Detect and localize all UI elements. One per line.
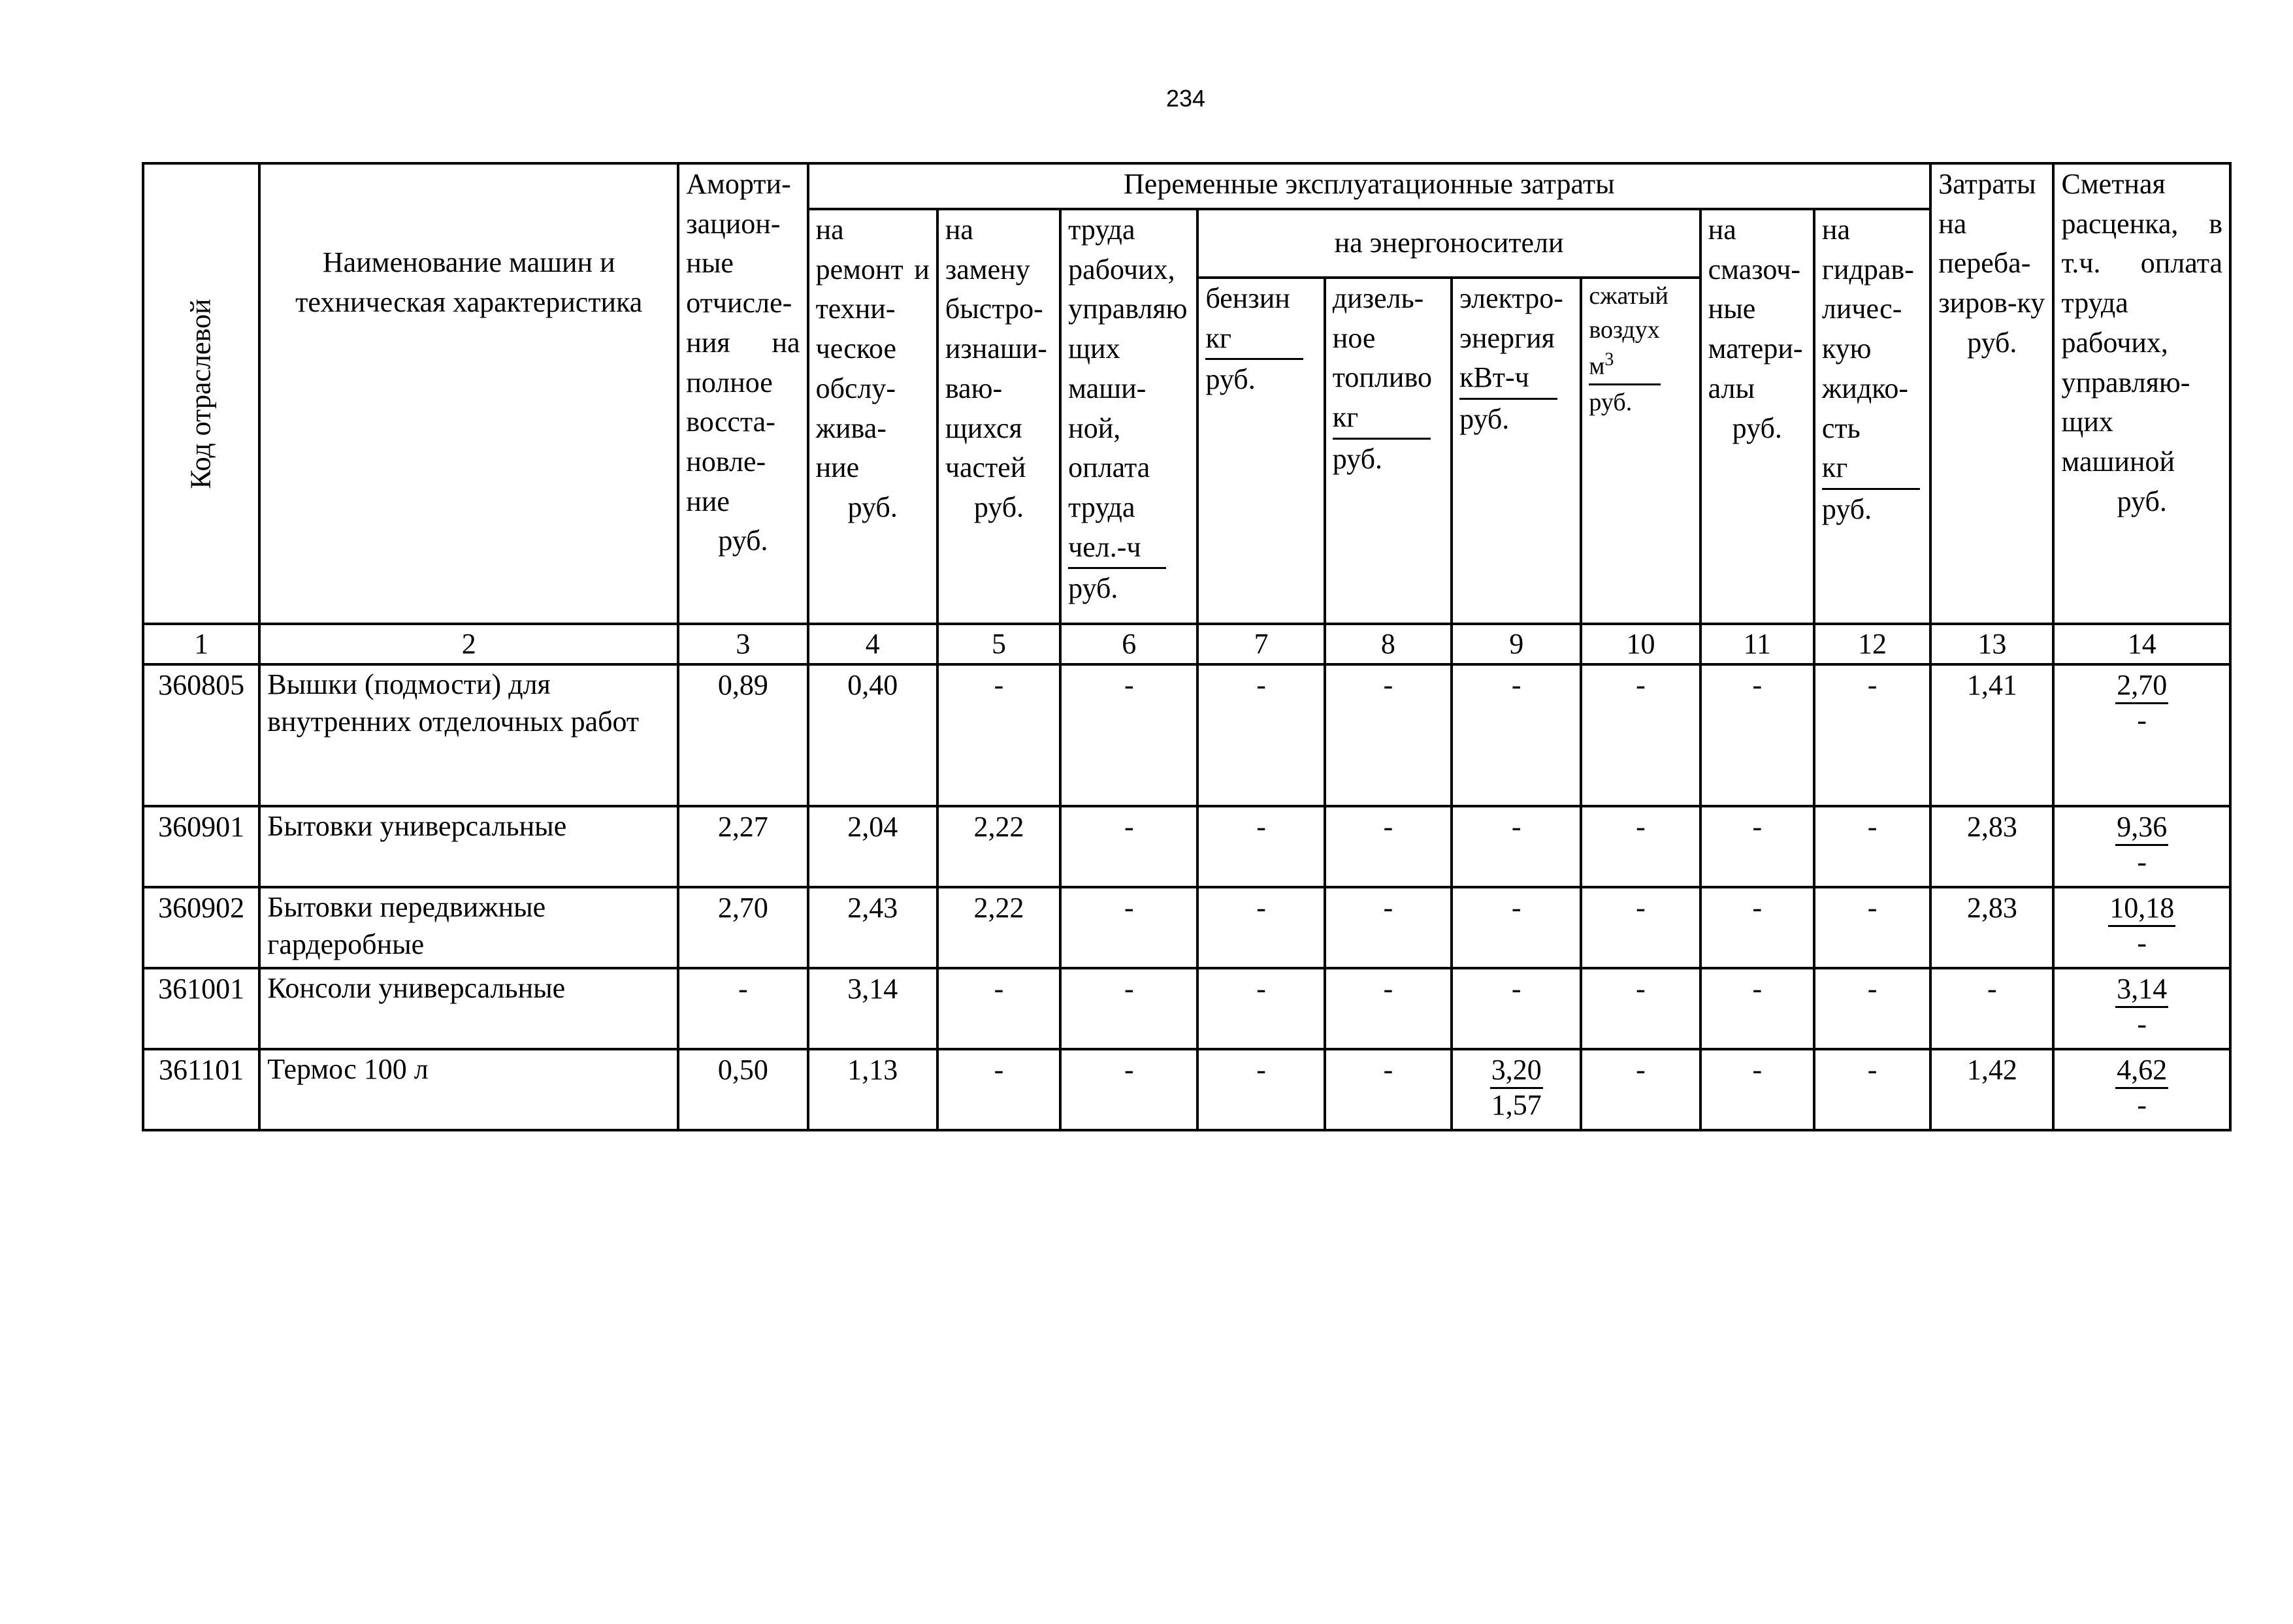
column-number: 1 <box>143 624 259 664</box>
cell-rate <box>2053 968 2230 1049</box>
cell-rate-bottom: - <box>2137 1088 2147 1121</box>
header-rate-label: Сметная расценка, в т.ч. оплата труда рабочих, управляю-щих машиной <box>2061 168 2222 478</box>
table-row <box>143 806 2230 887</box>
cell-transport: - <box>1930 968 2053 1049</box>
column-number: 13 <box>1930 624 2053 664</box>
header-hydraulic-label: на гидрав-личес-кую жидко-сть <box>1821 214 1914 444</box>
cell-rate-bottom: - <box>2137 926 2147 959</box>
header-electric-label: электро-энергия <box>1459 282 1563 354</box>
cell-labor: - <box>1060 664 1197 806</box>
column-number: 8 <box>1325 624 1452 664</box>
column-number: 2 <box>259 624 678 664</box>
header-repair-label: на ремонт и техни-ческое обслу-жива-ние <box>815 214 930 484</box>
table-row <box>143 887 2230 968</box>
cell-repair: 2,43 <box>808 887 937 968</box>
header-repair <box>808 209 937 624</box>
header-parts-unit: руб. <box>973 491 1024 524</box>
cell-hydraulic: - <box>1814 806 1930 887</box>
cell-petrol: - <box>1197 664 1324 806</box>
cell-diesel: - <box>1325 806 1452 887</box>
header-labor <box>1060 209 1197 624</box>
header-diesel-unit-bottom: руб. <box>1332 442 1382 475</box>
cell-parts: - <box>937 1049 1060 1130</box>
cell-transport: 1,41 <box>1930 664 2053 806</box>
cell-parts: - <box>937 968 1060 1049</box>
cell-code: 361001 <box>143 968 259 1049</box>
column-number-row <box>143 624 2230 664</box>
table-row <box>143 968 2230 1049</box>
cell-amort: - <box>678 968 807 1049</box>
cell-lube: - <box>1700 664 1814 806</box>
column-number: 10 <box>1581 624 1700 664</box>
cell-electric: - <box>1452 664 1581 806</box>
cell-amort: 0,89 <box>678 664 807 806</box>
column-number: 5 <box>937 624 1060 664</box>
cell-rate-top: 10,18 <box>2108 892 2175 927</box>
cell-petrol: - <box>1197 887 1324 968</box>
machine-rates-table <box>142 162 2232 1131</box>
header-labor-unit-top: чел.-ч <box>1068 528 1166 570</box>
cell-rate-bottom: - <box>2137 1007 2147 1040</box>
cell-repair: 0,40 <box>808 664 937 806</box>
cell-repair: 3,14 <box>808 968 937 1049</box>
cell-air: - <box>1581 1049 1700 1130</box>
cell-transport: 1,42 <box>1930 1049 2053 1130</box>
header-parts-label: на замену быстро-изнаши-ваю-щихся частей <box>945 214 1047 484</box>
cell-hydraulic: - <box>1814 1049 1930 1130</box>
header-lube <box>1700 209 1814 624</box>
header-rate <box>2053 163 2230 624</box>
cell-diesel: - <box>1325 887 1452 968</box>
header-variable-label: Переменные эксплуатационные затраты <box>1124 168 1615 200</box>
column-number: 11 <box>1700 624 1814 664</box>
cell-repair: 1,13 <box>808 1049 937 1130</box>
cell-air: - <box>1581 887 1700 968</box>
cell-petrol: - <box>1197 1049 1324 1130</box>
header-petrol-label: бензин <box>1205 282 1290 314</box>
header-amort <box>678 163 807 624</box>
cell-lube: - <box>1700 806 1814 887</box>
header-hydraulic-unit-bottom: руб. <box>1821 493 1872 526</box>
header-air-unit-sup: 3 <box>1604 349 1614 370</box>
cell-labor: - <box>1060 806 1197 887</box>
column-number: 14 <box>2053 624 2230 664</box>
cell-rate-top: 9,36 <box>2115 811 2168 846</box>
header-transport-label: Затраты на переба-зиров-ку <box>1938 168 2045 319</box>
cell-diesel: - <box>1325 664 1452 806</box>
header-electric-unit-top: кВт-ч <box>1459 358 1557 400</box>
cell-amort: 2,27 <box>678 806 807 887</box>
column-number: 4 <box>808 624 937 664</box>
cell-hydraulic: - <box>1814 968 1930 1049</box>
cell-lube: - <box>1700 968 1814 1049</box>
header-lube-unit: руб. <box>1732 412 1782 444</box>
header-energy-label: на энергоносители <box>1334 227 1564 259</box>
header-diesel-unit-top: кг <box>1333 398 1431 440</box>
header-repair-unit: руб. <box>847 491 898 524</box>
header-hydraulic-unit-top: кг <box>1822 448 1920 490</box>
cell-rate-top: 4,62 <box>2115 1054 2168 1089</box>
table-row <box>143 664 2230 806</box>
header-petrol-unit-top: кг <box>1205 319 1303 361</box>
cell-hydraulic: - <box>1814 887 1930 968</box>
cell-air: - <box>1581 806 1700 887</box>
table-header <box>143 163 2230 664</box>
cell-rate <box>2053 664 2230 806</box>
cell-code: 360901 <box>143 806 259 887</box>
cell-labor: - <box>1060 1049 1197 1130</box>
cell-rate <box>2053 1049 2230 1130</box>
cell-transport: 2,83 <box>1930 887 2053 968</box>
header-name-label: Наименование машин и техническая характеристика <box>295 246 643 318</box>
cell-labor: - <box>1060 968 1197 1049</box>
cell-amort: 2,70 <box>678 887 807 968</box>
header-labor-unit-bottom: руб. <box>1068 572 1118 605</box>
header-air-label: сжатый воздух <box>1589 282 1668 344</box>
cell-name: Консоли универсальные <box>259 968 678 1049</box>
header-air-unit-top: м <box>1589 352 1605 380</box>
header-amort-label: Аморти-зацион-ные отчисле-ния на полное восста-новле-ние <box>686 168 800 517</box>
cell-parts: 2,22 <box>937 887 1060 968</box>
header-lube-label: на смазоч-ные матери-алы <box>1708 214 1803 404</box>
column-number: 9 <box>1452 624 1581 664</box>
header-labor-label: труда рабочих, управляю щих маши-ной, оплата труда <box>1068 214 1188 524</box>
cell-hydraulic: - <box>1814 664 1930 806</box>
header-electric <box>1452 278 1581 624</box>
cell-amort: 0,50 <box>678 1049 807 1130</box>
cell-transport: 2,83 <box>1930 806 2053 887</box>
table-row <box>143 1049 2230 1130</box>
header-air-unit-bottom: руб. <box>1589 388 1633 416</box>
cell-diesel: - <box>1325 1049 1452 1130</box>
cell-code: 360805 <box>143 664 259 806</box>
cell-rate-top: 2,70 <box>2115 669 2168 704</box>
cell-parts: 2,22 <box>937 806 1060 887</box>
cell-electric: - <box>1452 968 1581 1049</box>
cell-name: Термос 100 л <box>259 1049 678 1130</box>
header-amort-unit: руб. <box>718 525 768 557</box>
header-diesel-label: дизель-ное топливо <box>1332 282 1432 394</box>
column-number: 6 <box>1060 624 1197 664</box>
cell-electric: - <box>1452 806 1581 887</box>
cell-code: 361101 <box>143 1049 259 1130</box>
column-number: 3 <box>678 624 807 664</box>
cell-petrol: - <box>1197 806 1324 887</box>
header-petrol <box>1197 278 1324 624</box>
table-body <box>143 664 2230 1130</box>
header-energy <box>1197 209 1700 278</box>
header-electric-unit-bottom: руб. <box>1459 403 1510 436</box>
header-transport <box>1930 163 2053 624</box>
header-rate-unit: руб. <box>2117 485 2167 517</box>
cell-name: Бытовки передвижные гардеробные <box>259 887 678 968</box>
header-code-label: Код отраслевой <box>184 298 217 489</box>
cell-electric-top: 3,20 <box>1490 1054 1543 1089</box>
header-variable <box>808 163 1931 209</box>
cell-lube: - <box>1700 1049 1814 1130</box>
cell-rate <box>2053 887 2230 968</box>
cell-rate-top: 3,14 <box>2115 973 2168 1008</box>
header-code <box>143 163 259 624</box>
header-diesel <box>1325 278 1452 624</box>
cell-electric <box>1452 1049 1581 1130</box>
header-parts <box>937 209 1060 624</box>
cell-lube: - <box>1700 887 1814 968</box>
cell-diesel: - <box>1325 968 1452 1049</box>
cell-rate <box>2053 806 2230 887</box>
header-air <box>1581 278 1700 624</box>
header-transport-unit: руб. <box>1967 326 2017 359</box>
column-number: 12 <box>1814 624 1930 664</box>
cell-parts: - <box>937 664 1060 806</box>
cell-repair: 2,04 <box>808 806 937 887</box>
cell-name: Вышки (подмости) для внутренних отделочных работ <box>259 664 678 806</box>
cell-electric-bottom: 1,57 <box>1491 1088 1542 1121</box>
cell-labor: - <box>1060 887 1197 968</box>
cell-air: - <box>1581 968 1700 1049</box>
cell-name: Бытовки универсальные <box>259 806 678 887</box>
header-petrol-unit-bottom: руб. <box>1205 363 1256 396</box>
cell-code: 360902 <box>143 887 259 968</box>
header-name <box>259 163 678 624</box>
cell-electric: - <box>1452 887 1581 968</box>
cell-air: - <box>1581 664 1700 806</box>
cell-petrol: - <box>1197 968 1324 1049</box>
page-number: 234 <box>1165 85 1206 112</box>
column-number: 7 <box>1197 624 1324 664</box>
cell-rate-bottom: - <box>2137 845 2147 878</box>
header-hydraulic <box>1814 209 1930 624</box>
cell-rate-bottom: - <box>2137 704 2147 736</box>
